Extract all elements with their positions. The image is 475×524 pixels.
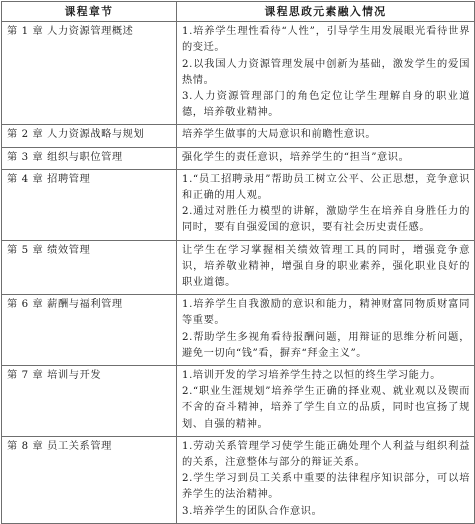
ideology-item: 培养学生做事的大局意识和前瞻性意识。 [182, 129, 377, 141]
ideology-cell [177, 147, 475, 169]
ideology-cell [177, 125, 475, 147]
ideology-item: 强化学生的责任意识，培养学生的“担当”意识。 [182, 151, 410, 163]
table-row [2, 240, 475, 295]
header-chapter: 课程章节 [2, 2, 177, 22]
chapter-cell: 第 2 章 人力资源战略与规划 [2, 125, 177, 147]
ideology-cell [177, 169, 475, 240]
table-row [2, 295, 475, 366]
ideology-cell [177, 22, 475, 125]
ideology-item: 3.人力资源管理部门的角色定位让学生理解自身的职业道德，培养敬业精神。 [182, 91, 470, 119]
table-header-row [2, 2, 475, 22]
ideology-item: 1.培养学生自我激励的意识和能力，精神财富同物质财富同等重要。 [182, 299, 470, 327]
ideology-cell [177, 366, 475, 437]
table-row [2, 22, 475, 125]
ideology-item: 2.通过对胜任力模型的讲解，激励学生在培养自身胜任力的同时，要有自强爱国的意识，要有社会历史责任感。 [182, 206, 470, 234]
ideology-item: 2.帮助学生多视角看待报酬问题，用辩证的思维分析问题，避免一切向“钱”看，摒弃“拜金主义”。 [182, 331, 470, 359]
chapter-cell: 第 1 章 人力资源管理概述 [2, 22, 177, 125]
chapter-cell: 第 6 章 薪酬与福利管理 [2, 295, 177, 366]
table-row [2, 436, 475, 523]
ideology-item: 1.劳动关系管理学习使学生能正确处理个人利益与组织利益的关系，注意整体与部分的辩证关系。 [182, 440, 470, 469]
table-row [2, 169, 475, 240]
table-row [2, 366, 475, 437]
ideology-item: 2.以我国人力资源管理发展中创新为基础，激发学生的爱国热情。 [182, 58, 470, 86]
ideology-cell [177, 436, 475, 523]
chapter-cell: 第 4 章 招聘管理 [2, 169, 177, 240]
ideology-item: 2.“职业生涯规划”培养学生正确的择业观、就业观以及锲而不舍的奋斗精神，培养了学生自立的品质，同时也宣扬了规划、自强的精神。 [182, 386, 470, 430]
chapter-cell: 第 8 章 员工关系管理 [2, 436, 177, 523]
chapter-cell: 第 3 章 组织与职位管理 [2, 147, 177, 169]
ideology-item: 让学生在学习掌握相关绩效管理工具的同时，增强竞争意识，培养敬业精神，增强自身的职业素养，强化职业良好的职业道德。 [182, 244, 470, 289]
table-row [2, 125, 475, 147]
ideology-cell [177, 240, 475, 295]
ideology-cell [177, 295, 475, 366]
ideology-item: 2.学生学习到员工关系中重要的法律程序知识部分，可以培养学生的法治精神。 [182, 473, 470, 501]
course-ideology-table [1, 1, 475, 524]
header-ideology: 课程思政元素融入情况 [177, 2, 475, 22]
chapter-cell: 第 7 章 培训与开发 [2, 366, 177, 437]
ideology-item: 1.培训开发的学习培养学生持之以恒的终生学习能力。 [182, 370, 442, 382]
table-row [2, 147, 475, 169]
ideology-item: 1.“员工招聘录用”帮助员工树立公平、公正思想，竞争意识和正确的用人观。 [182, 173, 470, 202]
chapter-cell: 第 5 章 绩效管理 [2, 240, 177, 295]
ideology-item: 1.培养学生理性看待“人性”，引导学生用发展眼光看待世界的变迁。 [182, 26, 470, 54]
ideology-item: 3.培养学生的团队合作意识。 [182, 505, 323, 517]
